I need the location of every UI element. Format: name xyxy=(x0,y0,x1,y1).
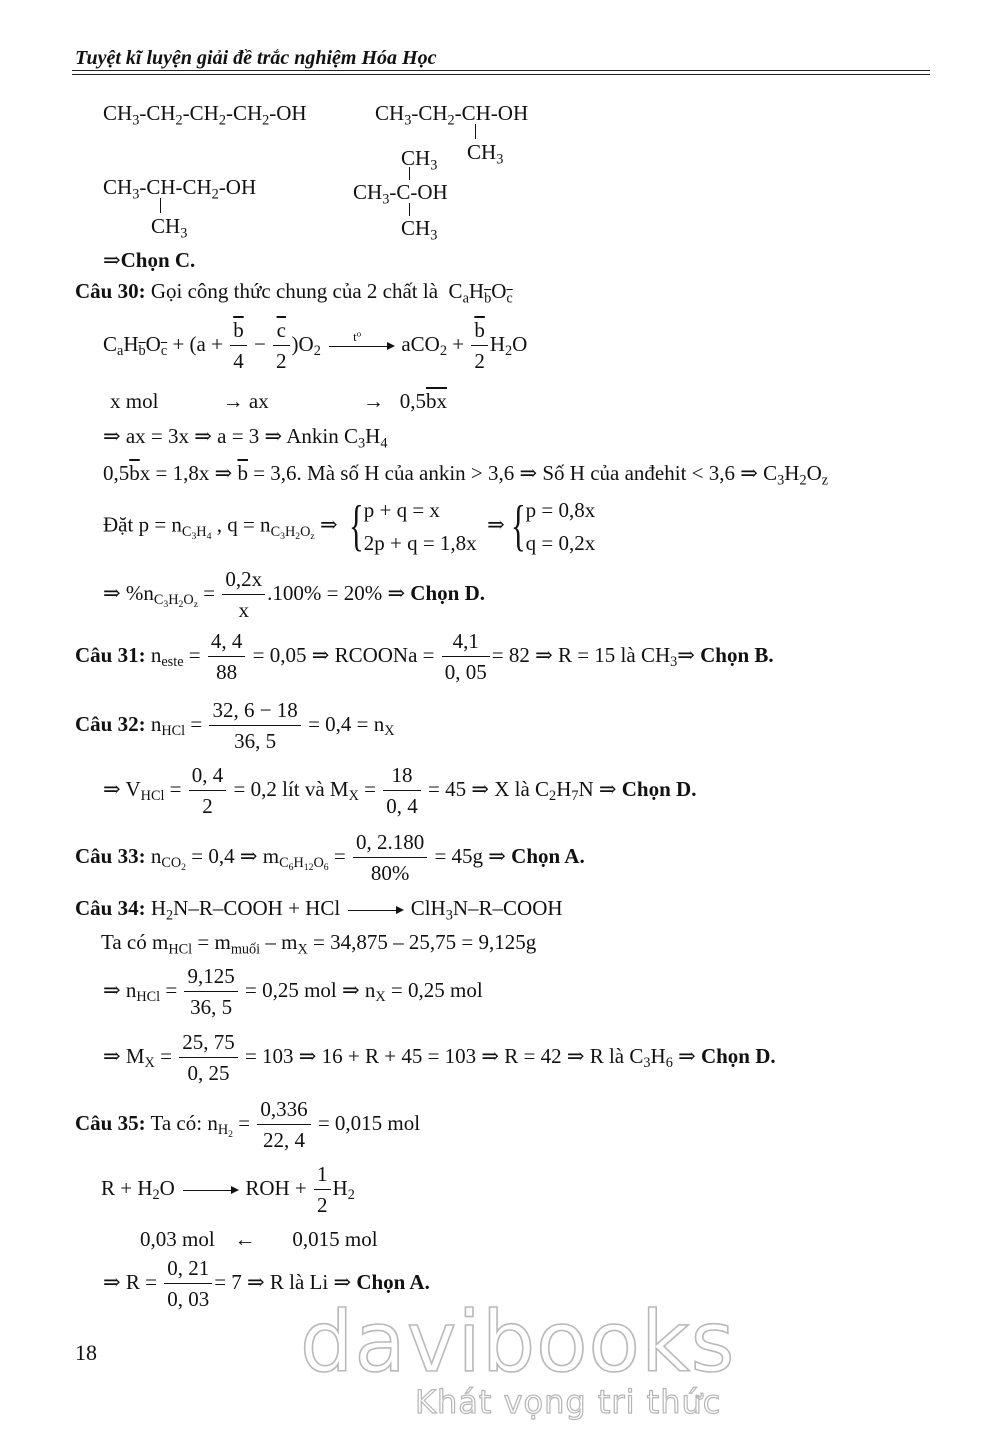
q35-line1: Câu 35: Ta có: $n_{H_2}$ = $\frac{0,336}{22, 4}$ = 0,015 mol xyxy=(75,1097,421,1152)
running-header: Tuyệt kĩ luyện giải đề trắc nghiệm Hóa Học xyxy=(75,47,437,69)
bond-line xyxy=(409,203,410,216)
structure-2-methylpropan-1-ol: $CH_3-CH-CH_2-OH$ xyxy=(103,175,257,203)
q30-combustion-equation: $C_aH_{\overline{b}}O_{\overline{c}} + (a$ + $\frac{\overline{b}}{4}$ − $\frac{\overline{c}}{2}$ )$O_2$ $t^o$ aCO$_2$ + $\frac{\overline{b}}{2}$ $H_2O$ xyxy=(103,318,528,373)
q30-line-b: $0,5\overline{b}x = 1,8x$ ⇒ $\overline{b} = 3,6$. Mà số H của ankin > 3,6 ⇒ Số H của anđehit < 3,6 ⇒ $C_3H_2O_z$ xyxy=(103,461,829,489)
header-rule-thin xyxy=(72,74,930,75)
structure-butan-2-ol: $CH_3-CH_2-CH-OH$ xyxy=(375,101,529,129)
q34-line1: Câu 34: $H_2N-R$–COOH + HCl ClH$_3$N–R–COOH xyxy=(75,896,563,924)
q34-line3: ⇒ $n_{HCl}$ = $\frac{9,125}{36, 5}$ = 0,25 mol ⇒ $n_X = 0,25$ mol xyxy=(103,964,483,1019)
q30-mol-row: x mol → ax → $0,5\overline{bx}$ xyxy=(110,389,447,413)
q30-intro: Câu 30: Gọi công thức chung của 2 chất là $C_aH_{\overline{b}}O_{\overline{c}}$ xyxy=(75,279,513,307)
q32-line2: ⇒ $V_{HCl}$ = $\frac{0, 4}{2}$ = 0,2 lít và $M_X$ = $\frac{18}{0, 4}$ = 45 ⇒ X là $C_2H_7N$ ⇒ Chọn D. xyxy=(103,763,697,818)
structure-branch: $CH_3$ xyxy=(151,214,188,242)
q31: Câu 31: $n_{este}$ = $\frac{4, 4}{88}$ = 0,05 ⇒ RCOONa = $\frac{4,1}{0, 05}$ = 82 ⇒ R = 15 là $CH_3\Rightarrow$ Chọn B. xyxy=(75,629,774,684)
bond-line xyxy=(409,167,410,180)
q33: Câu 33: $n_{CO_2} = 0,4$ ⇒ $m_{C_6H_{12}O_6}$ = $\frac{0, 2.180}{80\%}$ = 45g ⇒ Chọn A. xyxy=(75,830,585,885)
structure-branch: $CH_3$ xyxy=(467,140,504,168)
structure-butan-1-ol: $CH_3-CH_2-CH_2-CH_2-OH$ xyxy=(103,101,307,129)
q34-line2: Ta có $m_{HCl} = m_{muối} - m_X = 34,875 - 25,75 = 9,125g$ xyxy=(101,930,537,958)
q30-percent: ⇒ $\%n_{C_3H_2O_z}$ = $\frac{0,2x}{x}$ .100% = 20% ⇒ Chọn D. xyxy=(103,567,485,622)
q32-line1: Câu 32: $n_{HCl}$ = $\frac{32, 6 - 18}{36, 5}$ = $0,4 = n_X$ xyxy=(75,698,395,753)
structure-branch: $CH_3$ xyxy=(401,216,438,244)
watermark-slogan: Khát vọng tri thức xyxy=(415,1383,722,1421)
q29-answer: ⇒Chọn C. xyxy=(103,248,196,272)
q30-system: Đặt $p = n_{C_3H_4}$ , $q = n_{C_3H_2O_z}$ ⇒ {p + q = x 2p + q = 1,8x ⇒ {p = 0,8x q = 0,2x xyxy=(103,495,596,558)
bond-line xyxy=(160,198,161,213)
q34-line4: ⇒ $M_X$ = $\frac{25, 75}{0, 25}$ = 103 ⇒ 16 + R + 45 = 103 ⇒ R = 42 ⇒ R là $C_3H_6$ ⇒ Chọn D. xyxy=(103,1030,776,1085)
q30-line-a: ⇒ ax = 3x ⇒ a = 3 ⇒ Ankin $C_3H_4$ xyxy=(103,424,388,452)
q35-line4: ⇒ R = $\frac{0, 21}{0, 03}$ = 7 ⇒ R là Li ⇒ Chọn A. xyxy=(103,1256,430,1311)
page-number: 18 xyxy=(75,1340,97,1365)
structure-branch: $CH_3$ xyxy=(401,146,438,174)
watermark-brand: davibooks xyxy=(300,1293,736,1391)
header-rule xyxy=(72,70,930,71)
q35-mol-row: 0,03 mol ← 0,015 mol xyxy=(140,1227,378,1251)
bond-line xyxy=(475,124,476,139)
q35-equation: $R + H_2O$ ROH + $\frac{1}{2}$ $H_2$ xyxy=(101,1162,355,1217)
structure-2-methylpropan-2-ol: $CH_3-C-OH$ xyxy=(353,180,448,208)
